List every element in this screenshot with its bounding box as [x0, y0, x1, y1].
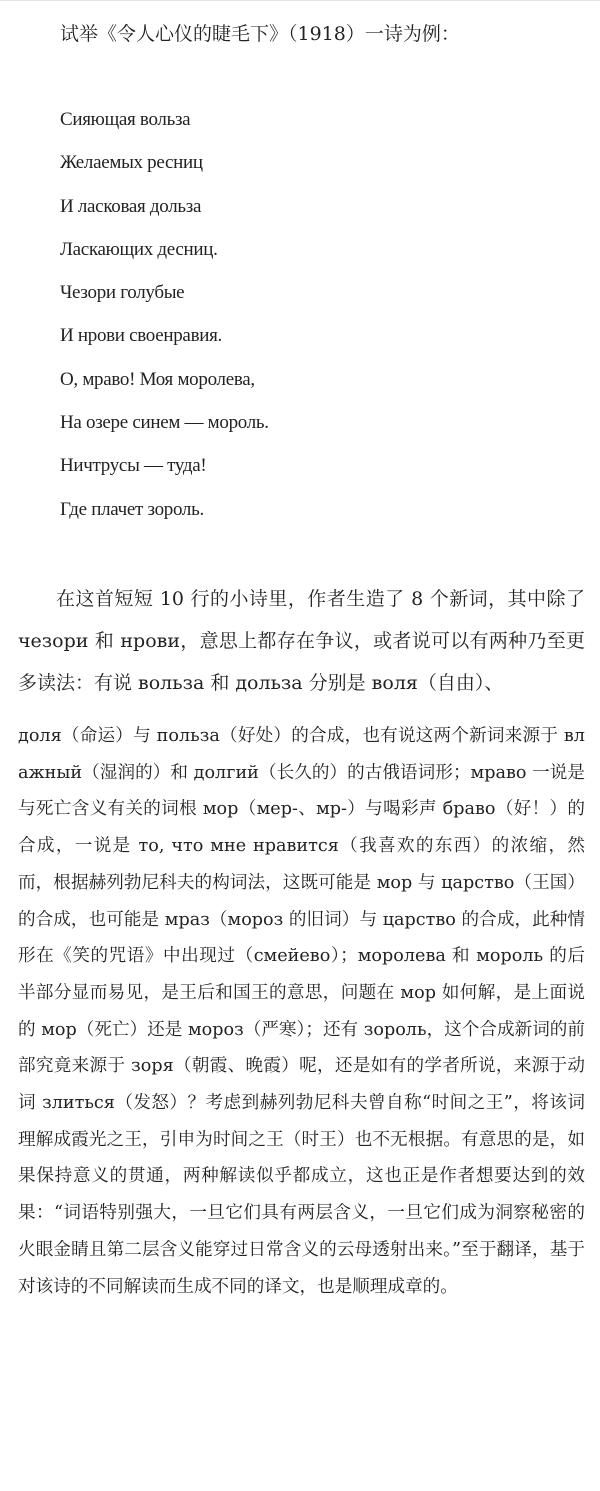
poem-line: Ласкающих десниц. — [60, 238, 218, 260]
top-divider — [0, 0, 600, 1]
poem-line: Где плачет зороль. — [60, 498, 204, 520]
analysis-paragraph-start: 在这首短短 10 行的小诗里，作者生造了 8 个新词，其中除了 чезори 和 нрови，意思上都存在争议，或者说可以有两种乃至更多读法：有说 вольза 和 дольза 分别是 воля（自由）、 — [18, 588, 585, 694]
poem-line: О, мраво! Моя моролева, — [60, 368, 255, 390]
poem-line: И нрови своенравия. — [60, 325, 222, 347]
intro-sentence: 试举《令人心仪的睫毛下》（1918）一诗为例： — [60, 23, 460, 45]
poem-line: На озере синем — мороль. — [60, 412, 269, 434]
poem-line: Ничтрусы — туда! — [60, 455, 207, 477]
poem-line: Желаемых ресниц — [60, 152, 203, 174]
poem-line: Чезори голубые — [60, 282, 185, 304]
poem-line: И ласковая дольза — [60, 195, 202, 217]
analysis-paragraph-continued: доля（命运）与 польза（好处）的合成，也有说这两个新词来源于 влажный（湿润的）和 долгий（长久的）的古俄语词形；мраво 一说是与死亡含义有关的词根 мор（мер-、мр-）与喝彩声 браво（好！）的合成，一说是 то, что мне нравится（我喜欢的东西）的浓缩，然而，根据赫列勃尼科夫的构词法，这既可能是 мор 与 царство（王国）的合成，也可能是 мраз（мороз 的旧词）与 царство 的合成，此种情形在《笑的咒语》中出现过（смейево）；моролева 和 мороль 的后半部分显而易见，是王后和国王的意思，问题在 мор 如何解，是上面说的 мор（死亡）还是 мороз（严寒）；还有 зороль，这个合成新词的前部究竟来源于 зоря（朝霞、晚霞）呢，还是如有的学者所说，来源于动词 злиться（发怒）？考虑到赫列勃尼科夫曾自称“时间之王”，将该词理解成霞光之王，引申为时间之王（时王）也不无根据。有意思的是，如果保持意义的贯通，两种解读似乎都成立，这也正是作者想要达到的效果：“词语特别强大，一旦它们具有两层含义，一旦它们成为洞察秘密的火眼金睛且第二层含义能穿过日常含义的云母透射出来。”至于翻译，基于对该诗的不同解读而生成不同的译文，也是顺理成章的。 — [18, 726, 585, 1297]
poem-block — [60, 104, 269, 537]
poem-line: Сияющая вольза — [60, 109, 191, 130]
